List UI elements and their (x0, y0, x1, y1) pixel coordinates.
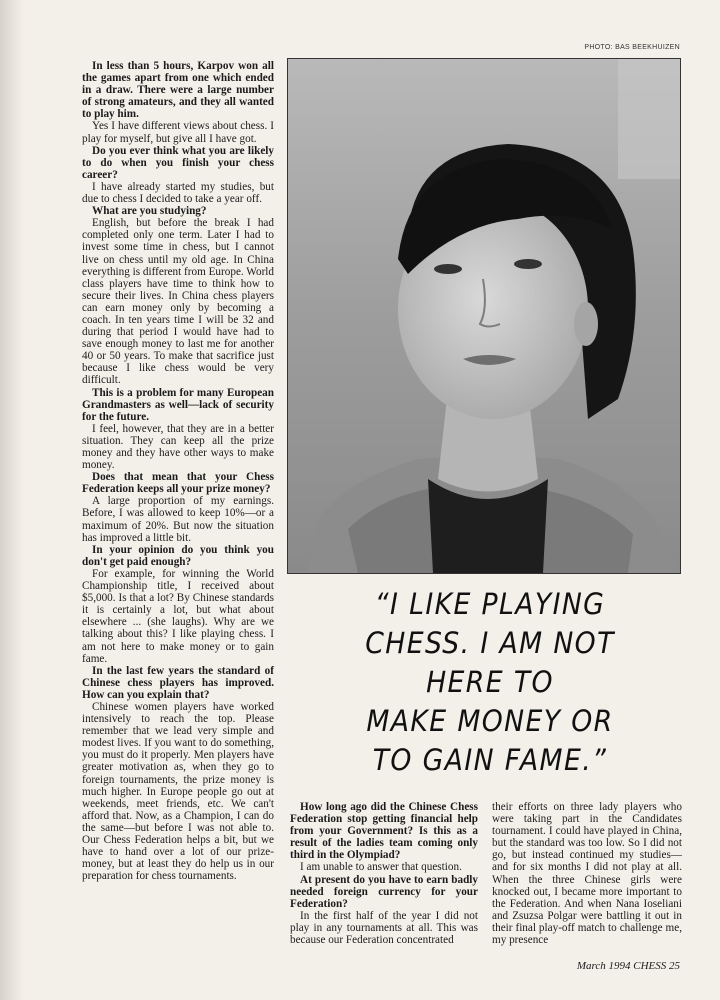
interview-question: In less than 5 hours, Karpov won all the games apart from one which ended in a draw. There were a large number of strong amateurs, and they all wanted to play him. (82, 60, 274, 121)
page-footer: March 1994 CHESS 25 (576, 960, 680, 972)
interview-answer: A large proportion of my earnings. Before, I was allowed to keep 10%—or a maximum of 20%. But now the situation has improved a little bit. (82, 495, 274, 544)
interview-question: In the last few years the standard of Chinese chess players has improved. How can you explain that? (82, 664, 274, 701)
page-binding-edge (0, 0, 24, 1000)
pull-quote-line: CHESS. I AM NOT (365, 626, 615, 660)
interview-answer: Chinese women players have worked intensively to reach the top. Please remember that we lead very simple and modest lives. If you want to do something, you must do it properly. Men players have greater motivation as, when they go to foreign tournaments, the prize money is much higher. In Europe people go out at weekends, meet friends, etc. We can't afford that. Now, as a Champion, I can do the same—but before I was not able to. Our Chess Federation helps a bit, but we have to hand over a lot of our prize-money, but at least they do help us in our preparation for chess tournaments. (82, 700, 274, 883)
interview-answer: Yes I have different views about chess. I play for myself, but give all I have got. (82, 120, 274, 145)
interview-question: At present do you have to earn badly needed foreign currency for your Federation? (290, 873, 478, 910)
left-column (82, 60, 274, 882)
interview-answer: In the first half of the year I did not play in any tournaments at all. This was because our Federation concentrated (290, 909, 478, 947)
interview-answer: I feel, however, that they are in a better situation. They can keep all the prize money and they have other ways to make money. (82, 422, 274, 472)
photo-credit: PHOTO: BAS BEEKHUIZEN (584, 44, 680, 51)
interview-answer: I have already started my studies, but due to chess I decided to take a year off. (82, 180, 274, 206)
interview-question: In your opinion do you think you don't get paid enough? (82, 543, 274, 568)
pull-quote-line: “I LIKE PLAYING (374, 587, 606, 621)
pull-quote (343, 585, 637, 780)
pull-quote-line: TO GAIN FAME.” (372, 743, 608, 777)
interview-question: This is a problem for many European Grandmasters as well—lack of security for the future. (82, 386, 274, 423)
interview-answer: English, but before the break I had completed only one term. Later I had to invest some time in chess, but I cannot live on chess until my old age. In China everything is different from Europe. World class players have time to think how to secure their lives. In China chess players can earn money only by becoming a coach. In ten years time I will be 32 and during that period I would have had to save enough money to last me for another 40 or 50 years. To make that sacrifice just because I like chess would be very difficult. (82, 217, 274, 387)
pull-quote-line: MAKE MONEY OR (366, 704, 614, 738)
portrait-illustration (288, 59, 680, 573)
middle-column (290, 801, 478, 946)
interview-answer: I am unable to answer that question. (300, 861, 462, 874)
interview-answer: For example, for winning the World Championship title, I received about $5,000. Is that a lot? By Chinese standards it is certainly a lot, but what about elsewhere ... (she laughs). Why are we talking about this? I like playing chess. I am not here to make money or to gain fame. (82, 567, 274, 665)
interview-question: How long ago did the Chinese Chess Federation stop getting financial help from your Government? Is this as a result of the ladies team coming only third in the Olympiad? (290, 801, 478, 862)
right-column (492, 801, 682, 946)
interview-question: What are you studying? (92, 205, 207, 218)
interview-question: Do you ever think what you are likely to do when you finish your chess career? (82, 144, 274, 181)
portrait-photo (287, 58, 681, 574)
interview-question: Does that mean that your Chess Federation keeps all your prize money? (82, 471, 274, 496)
interview-answer: their efforts on three lady players who were taking part in the Candidates tournament. I could have played in China, but the standard was too low. So I did not go, but instead continued my studies—and for six months I did not play at all. When the three Chinese girls were knocked out, I became more important to the Federation. And when Nana Ioseliani and Zsuzsa Polgar were battling it out in their final play-off match to challenge me, my presence (492, 801, 682, 947)
pull-quote-line: HERE TO (426, 665, 554, 699)
